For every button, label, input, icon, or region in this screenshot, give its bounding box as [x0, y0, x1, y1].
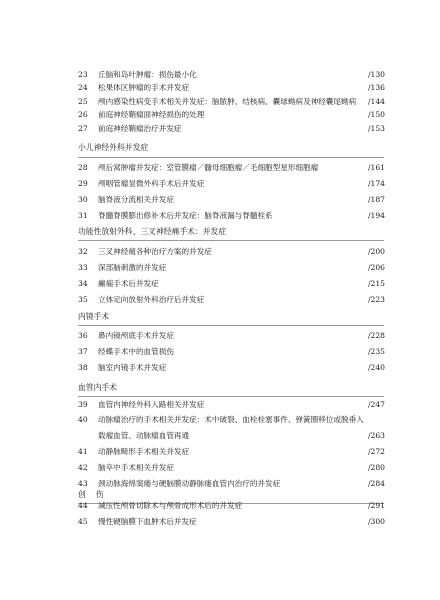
entry-page: /153: [367, 124, 385, 133]
entry-title: 丘脑和岛叶肿瘤：损伤最小化: [98, 70, 197, 79]
entry-title: 颅后窝肿瘤并发症：室管膜瘤／髓母细胞瘤／毛细胞型星形细胞瘤: [98, 163, 319, 172]
entry-number: 30: [78, 195, 88, 204]
entry-title: 立体定向放射外科治疗后并发症: [98, 295, 205, 304]
entry-number: 34: [78, 279, 88, 288]
entry-title: 脊髓脊膜膨出修补术后并发症：脑脊液漏与脊髓栓系: [98, 211, 273, 220]
entry-number: 33: [78, 263, 88, 272]
entry-title: 颅内感染性病变手术相关并发症：脑脓肿、结核病、囊球蚴病及神经囊尾蚴病: [98, 97, 357, 106]
entry-title: 三叉神经痛各种治疗方案的并发症: [98, 247, 212, 256]
entry-title: 脑脊液分流相关并发症: [98, 195, 174, 204]
toc-entry: [0, 276, 440, 292]
entry-page: /263: [367, 431, 385, 440]
toc-entry: [0, 160, 440, 176]
entry-number: 40: [78, 415, 88, 424]
entry-number: 24: [78, 83, 88, 92]
toc-entry: [0, 176, 440, 192]
entry-title: 脑室内镜手术并发症: [98, 363, 167, 372]
entry-number: 35: [78, 295, 88, 304]
entry-number: 38: [78, 363, 88, 372]
entry-page: /240: [367, 363, 385, 372]
entry-page: /136: [367, 83, 385, 92]
entry-page: /272: [367, 447, 385, 456]
toc-entry: [0, 498, 440, 514]
entry-title: 前庭神经鞘瘤面神经损伤的处理: [98, 110, 205, 119]
toc-entry: [0, 412, 440, 428]
entry-page: /215: [367, 279, 385, 288]
entry-title: 颈动脉海绵窦瘘与硬脑膜动静脉瘘血管内治疗的并发症: [98, 479, 281, 488]
section-heading-functional: 功能性放射外科、三叉神经痛手术：并发症: [78, 227, 227, 236]
entry-number: 44: [78, 501, 88, 510]
entry-title: 慢性硬脑膜下血肿术后并发症: [98, 517, 197, 526]
section-heading-pediatric: 小儿神经外科并发症: [78, 143, 149, 152]
entry-number: 25: [78, 97, 88, 106]
entry-title: 癫痫手术后并发症: [98, 279, 159, 288]
toc-entry: [0, 344, 440, 360]
entry-title: 脑卒中手术相关并发症: [98, 463, 174, 472]
toc-entry: [0, 460, 440, 476]
entry-number: 43: [78, 479, 88, 488]
toc-entry: [0, 328, 440, 344]
entry-page: /161: [367, 163, 385, 172]
entry-page: /284: [367, 479, 385, 488]
entry-page: /300: [367, 517, 385, 526]
entry-page: /130: [367, 70, 385, 79]
section-heading-trauma: 创伤: [78, 490, 114, 499]
toc-entry: [0, 476, 440, 492]
entry-page: /144: [367, 97, 385, 106]
section-divider: [78, 157, 384, 158]
entry-title: 深部脑刺激的并发症: [98, 263, 167, 272]
entry-page: /235: [367, 347, 385, 356]
entry-number: 27: [78, 124, 88, 133]
toc-entry: [0, 208, 440, 224]
entry-page: /194: [367, 211, 385, 220]
entry-number: 28: [78, 163, 88, 172]
toc-entry: [0, 260, 440, 276]
entry-page: /206: [367, 263, 385, 272]
entry-page: /223: [367, 295, 385, 304]
toc-entry: [0, 514, 440, 530]
entry-page: /291: [367, 501, 385, 510]
entry-title: 动静脉畸形手术相关并发症: [98, 447, 190, 456]
entry-number: 32: [78, 247, 88, 256]
entry-number: 39: [78, 400, 88, 409]
entry-page: /174: [367, 179, 385, 188]
entry-page: /187: [367, 195, 385, 204]
entry-number: 36: [78, 331, 88, 340]
toc-entry: [0, 360, 440, 376]
section-heading-vascular: 血管内手术: [78, 383, 117, 392]
toc-entry: [0, 444, 440, 460]
entry-title: 血管内神经外科入路相关并发症: [98, 400, 205, 409]
toc-entry: [0, 244, 440, 260]
toc-entry: [0, 292, 440, 308]
entry-number: 42: [78, 463, 88, 472]
section-heading-endoscopy: 内镜手术: [78, 312, 110, 321]
entry-title: 松果体区肿瘤的手术并发症: [98, 83, 190, 92]
entry-number: 29: [78, 179, 88, 188]
toc-entry-continuation: [0, 428, 440, 444]
entry-number: 26: [78, 110, 88, 119]
entry-number: 37: [78, 347, 88, 356]
entry-page: /247: [367, 400, 385, 409]
entry-title: 颅咽管瘤显微外科手术后并发症: [98, 179, 205, 188]
entry-title: 动脉瘤治疗的手术相关并发症：术中破裂、血栓栓塞事件、弹簧圈移位或脱垂入: [98, 415, 364, 424]
entry-page: /280: [367, 463, 385, 472]
section-divider: [78, 325, 384, 326]
entry-page: /200: [367, 247, 385, 256]
entry-page: /228: [367, 331, 385, 340]
toc-entry: [0, 397, 440, 413]
entry-title: 经蝶手术中的血管损伤: [98, 347, 174, 356]
entry-page: /150: [367, 110, 385, 119]
entry-title-continuation: 载瘤血管、动脉瘤血管再通: [98, 431, 190, 440]
entry-title: 前庭神经鞘瘤治疗并发症: [98, 124, 182, 133]
toc-entry: [0, 192, 440, 208]
entry-title: 减压性颅骨切除术与颅骨成形术后的并发症: [98, 501, 243, 510]
entry-number: 23: [78, 70, 88, 79]
entry-number: 31: [78, 211, 88, 220]
section-divider: [78, 240, 384, 241]
entry-title: 鼻内镜颅底手术并发症: [98, 331, 174, 340]
toc-entry: [0, 121, 440, 137]
entry-number: 45: [78, 517, 88, 526]
entry-number: 41: [78, 447, 88, 456]
